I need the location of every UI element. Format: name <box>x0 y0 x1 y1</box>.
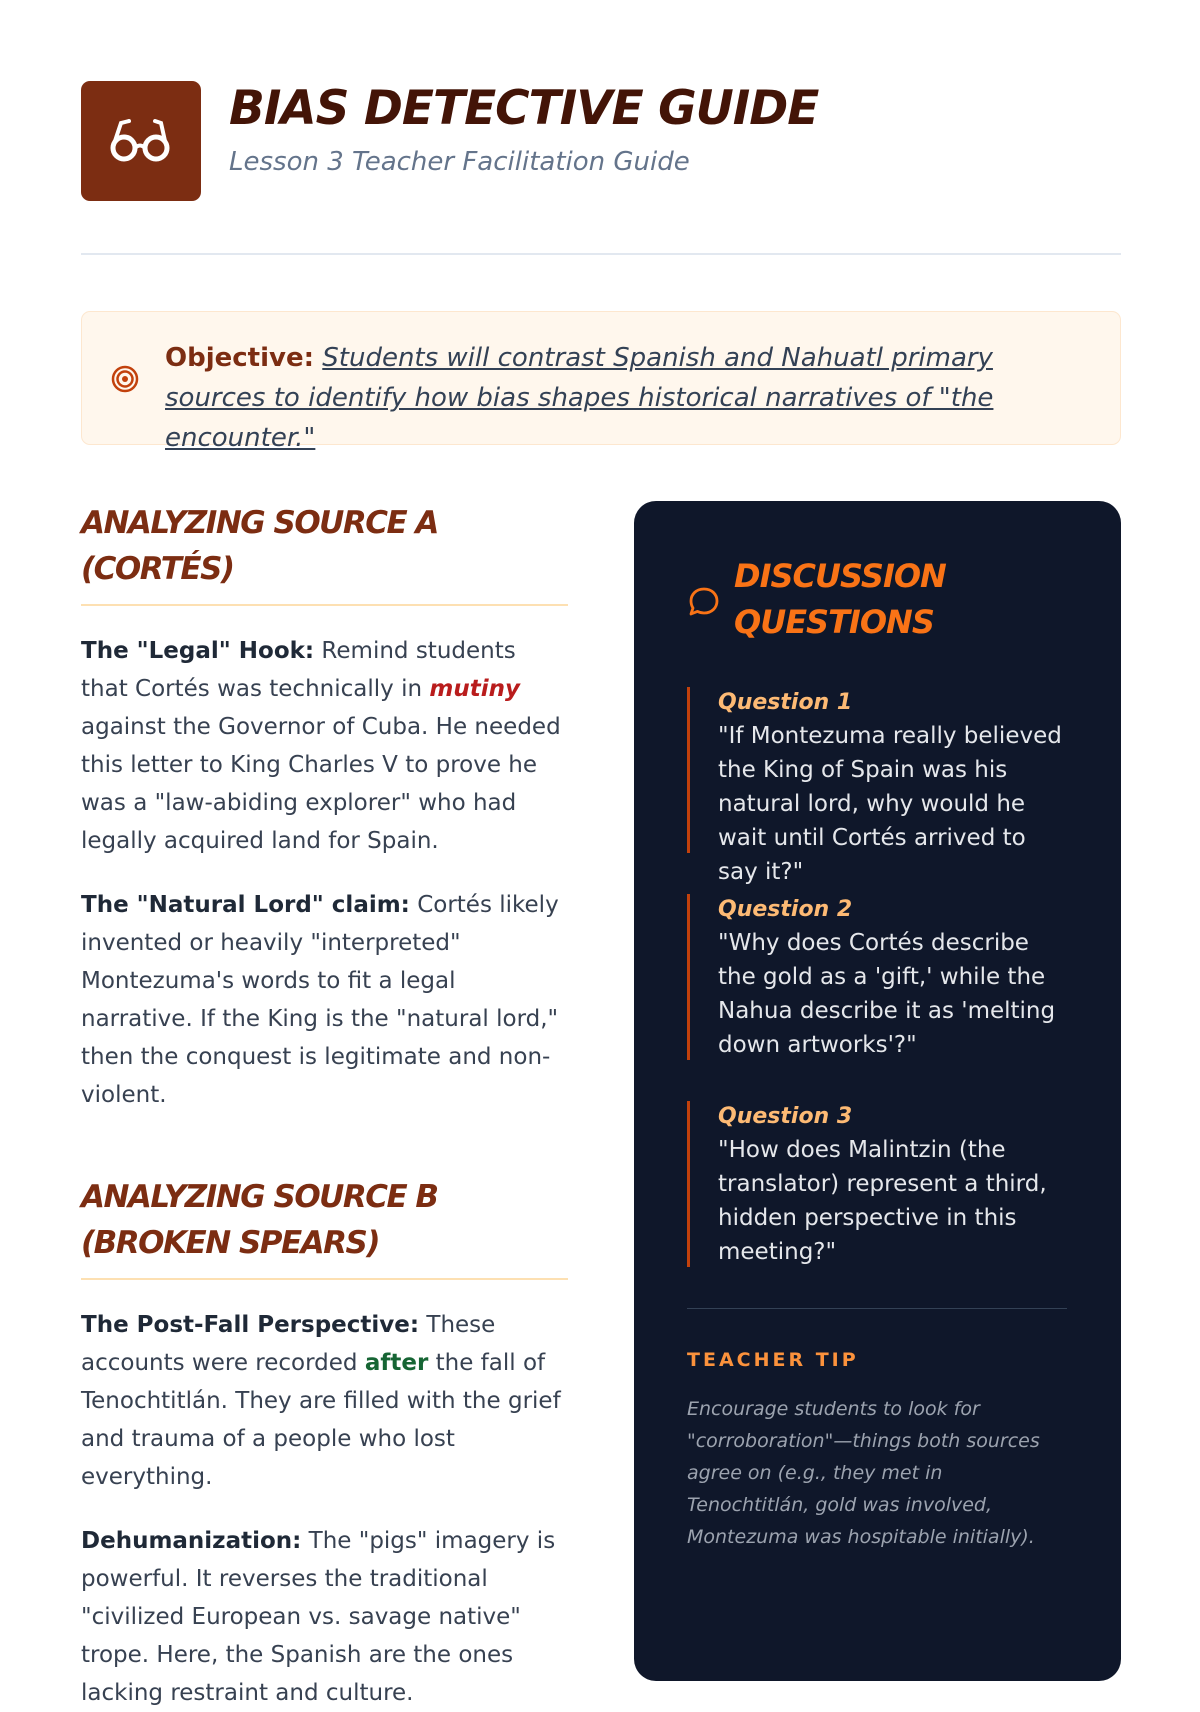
section-rule <box>81 1278 568 1280</box>
paragraph-label: The Post-Fall Perspective: <box>81 1312 420 1338</box>
card-divider <box>687 1308 1067 1309</box>
question-label: Question 3 <box>718 1104 853 1129</box>
source-b-section <box>81 1174 568 1712</box>
question-text: "Why does Cortés describe the gold as a 'gift,' while the Nahua describe it as 'melting down artworks'?" <box>718 930 1056 1058</box>
teacher-tip-label: TEACHER TIP <box>687 1349 859 1371</box>
chat-bubble-icon <box>687 585 721 619</box>
paragraph-label: The "Legal" Hook: <box>81 638 315 664</box>
objective-box <box>81 311 1121 453</box>
source-a-section <box>81 500 568 1114</box>
source-b-title-line2: (BROKEN SPEARS) <box>81 1225 380 1261</box>
question-1 <box>687 687 1067 885</box>
source-a-title <box>81 500 568 592</box>
objective-label: Objective: <box>165 343 314 373</box>
question-2 <box>687 894 1067 1060</box>
discussion-card <box>634 501 1121 1681</box>
paragraph-text: Cortés likely invented or heavily "interpreted" Montezuma's words to fit a legal narrative. If the King is the "natural lord," then the conquest is legitimate and non-violent. <box>81 892 559 1108</box>
paragraph-text: The "pigs" imagery is powerful. It reverses the traditional "civilized European vs. savage native" trope. Here, the Spanish are the ones lacking restraint and culture. <box>81 1528 556 1706</box>
page-title: BIAS DETECTIVE GUIDE <box>229 81 819 136</box>
question-text: "If Montezuma really believed the King of Spain was his natural lord, why would he wait until Cortés arrived to say it?" <box>718 723 1062 885</box>
source-b-title <box>81 1174 568 1266</box>
discussion-title-line1: DISCUSSION <box>734 557 946 595</box>
header <box>81 81 1121 201</box>
paragraph-label: The "Natural Lord" claim: <box>81 892 410 918</box>
section-rule <box>81 604 568 606</box>
source-a-title-line2: (CORTÉS) <box>81 551 234 587</box>
question-3 <box>687 1101 1067 1267</box>
source-b-title-line1: ANALYZING SOURCE B <box>81 1179 438 1215</box>
logo-badge <box>81 81 201 201</box>
source-b-paragraph-2 <box>81 1522 568 1712</box>
paragraph-text: Remind students that Cortés was technically in <box>81 638 516 702</box>
emphasis-after: after <box>364 1350 429 1376</box>
emphasis-mutiny: mutiny <box>429 676 520 702</box>
source-a-paragraph-1 <box>81 632 568 860</box>
discussion-title-line2: QUESTIONS <box>734 603 934 641</box>
paragraph-label: Dehumanization: <box>81 1528 302 1554</box>
paragraph-text: These accounts were recorded <box>81 1312 496 1376</box>
paragraph-text: against the Governor of Cuba. He needed this letter to King Charles V to prove he was a "law-abiding explorer" who had legally acquired land for Spain. <box>81 714 561 854</box>
question-label: Question 2 <box>718 897 853 922</box>
guide-page <box>81 0 1121 1706</box>
objective-text <box>165 338 1095 458</box>
teacher-tip-text: Encourage students to look for "corroboration"—things both sources agree on (e.g., they met in Tenochtitlán, gold was involved, Montezuma was hospitable initially). <box>687 1398 1040 1548</box>
analysis-column <box>81 500 568 1712</box>
target-icon <box>110 364 140 394</box>
page-subtitle: Lesson 3 Teacher Facilitation Guide <box>229 147 690 177</box>
paragraph-text: the fall of Tenochtitlán. They are filled with the grief and trauma of a people who lost everything. <box>81 1350 561 1490</box>
source-a-paragraph-2 <box>81 886 568 1114</box>
source-a-title-line1: ANALYZING SOURCE A <box>81 505 438 541</box>
source-b-paragraph-1 <box>81 1306 568 1496</box>
question-text: "How does Malintzin (the translator) represent a third, hidden perspective in this meeting?" <box>718 1137 1047 1265</box>
objective-body: Students will contrast Spanish and Nahuatl primary sources to identify how bias shapes historical narratives of "the encounter." <box>165 343 994 453</box>
header-divider <box>81 253 1121 255</box>
glasses-icon <box>109 115 173 167</box>
question-label: Question 1 <box>718 690 853 715</box>
discussion-title <box>734 553 1074 645</box>
